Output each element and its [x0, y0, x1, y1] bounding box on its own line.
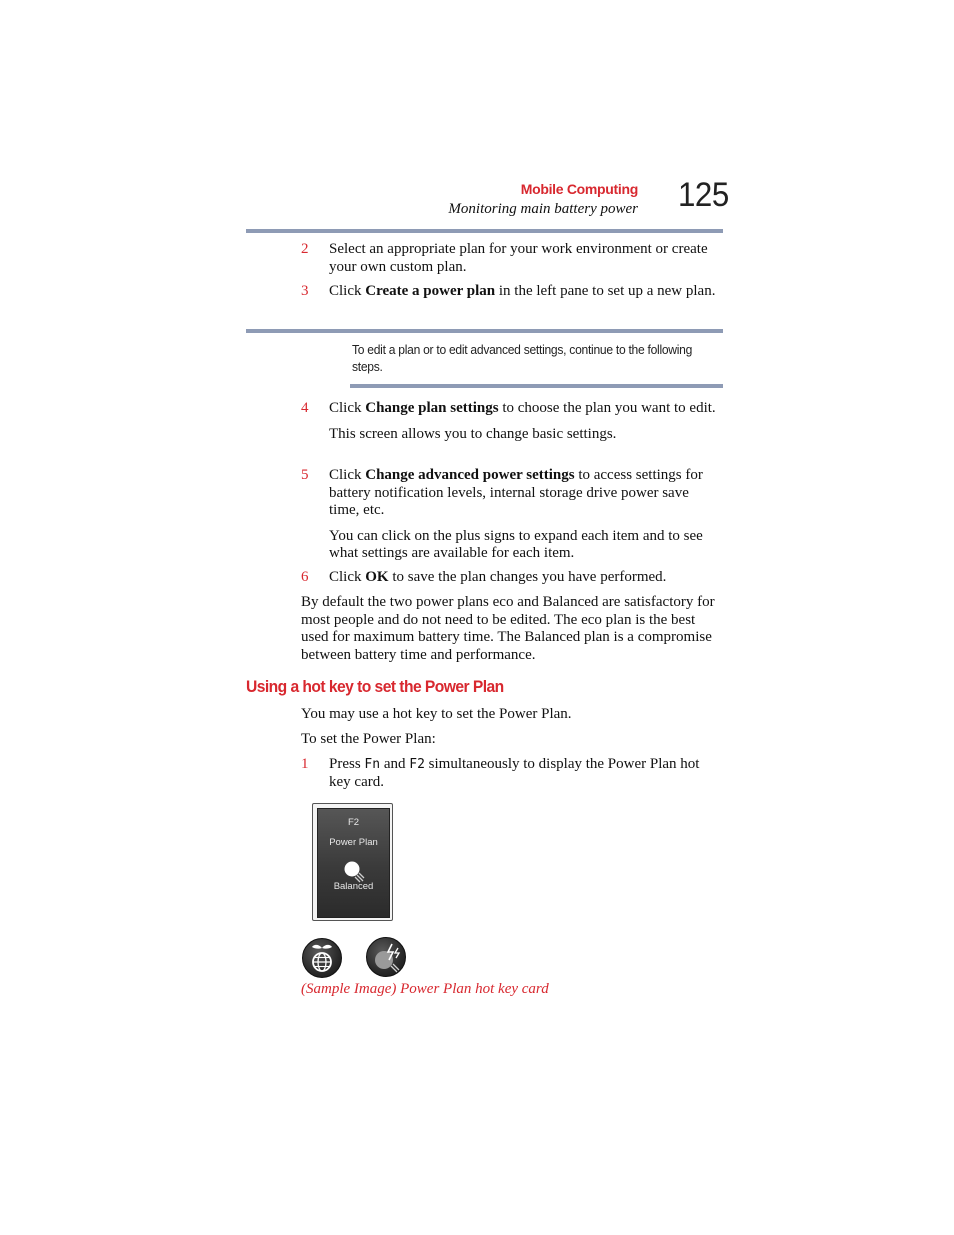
step-5	[301, 467, 723, 563]
step-text: Click Change advanced power settings to access settings for battery notification levels, internal storage drive power save time, etc.	[329, 467, 703, 518]
hotkey-step-1	[301, 756, 723, 791]
step-number: 1	[301, 756, 309, 772]
note-text: To edit a plan or to edit advanced settings, continue to the following steps.	[352, 342, 693, 374]
header-rule	[246, 229, 723, 233]
ui-term: Change advanced power settings	[365, 467, 575, 483]
step-6	[301, 569, 723, 587]
ui-term: Create a power plan	[365, 283, 496, 299]
step-number: 5	[301, 467, 309, 483]
step-text: Press Fn and F2 simultaneously to display the Power Plan hot key card.	[329, 756, 700, 790]
step-text: Click Create a power plan in the left pane to set up a new plan.	[329, 283, 716, 299]
balanced-bulb-icon	[342, 859, 366, 883]
step-number: 6	[301, 569, 309, 585]
balanced-plan-icon	[366, 937, 406, 977]
step-4	[301, 400, 723, 443]
section-title: Monitoring main battery power	[448, 201, 638, 217]
step-text: Select an appropriate plan for your work environment or create your own custom plan.	[329, 241, 708, 275]
hotkey-intro: You may use a hot key to set the Power Plan.	[301, 706, 572, 722]
card-face	[317, 808, 390, 918]
card-key: F2	[347, 817, 360, 828]
key-fn: Fn	[364, 757, 381, 772]
chapter-title: Mobile Computing	[520, 181, 638, 197]
step-text: Click OK to save the plan changes you have performed.	[329, 569, 667, 585]
note-top-rule	[246, 329, 723, 333]
hotkey-lead: To set the Power Plan:	[301, 731, 436, 747]
note-bottom-rule	[350, 384, 723, 388]
ui-term: Change plan settings	[365, 400, 499, 416]
step-number: 3	[301, 283, 309, 299]
figure-caption: (Sample Image) Power Plan hot key card	[301, 981, 549, 997]
page-number: 125	[678, 176, 729, 214]
card-mode: Balanced	[333, 881, 374, 892]
power-plan-hotkey-card	[312, 803, 393, 921]
step-number: 4	[301, 400, 309, 416]
step-3	[301, 283, 723, 301]
eco-plan-icon	[302, 938, 342, 978]
step-2	[301, 241, 723, 276]
step-number: 2	[301, 241, 309, 257]
ui-term: OK	[365, 569, 389, 585]
default-plans-paragraph: By default the two power plans eco and Balanced are satisfactory for most people and do not need to be edited. The eco plan is the best used for maximum battery time. The Balanced plan is a compromise between battery time and performance.	[301, 594, 715, 663]
step-note: This screen allows you to change basic settings.	[329, 425, 617, 442]
step-text: Click Change plan settings to choose the plan you want to edit.	[329, 400, 716, 416]
subheading: Using a hot key to set the Power Plan	[246, 677, 504, 696]
step-note: You can click on the plus signs to expand each item and to see what settings are available for each item.	[329, 527, 703, 561]
card-title: Power Plan	[329, 837, 378, 848]
key-f2: F2	[409, 757, 425, 772]
